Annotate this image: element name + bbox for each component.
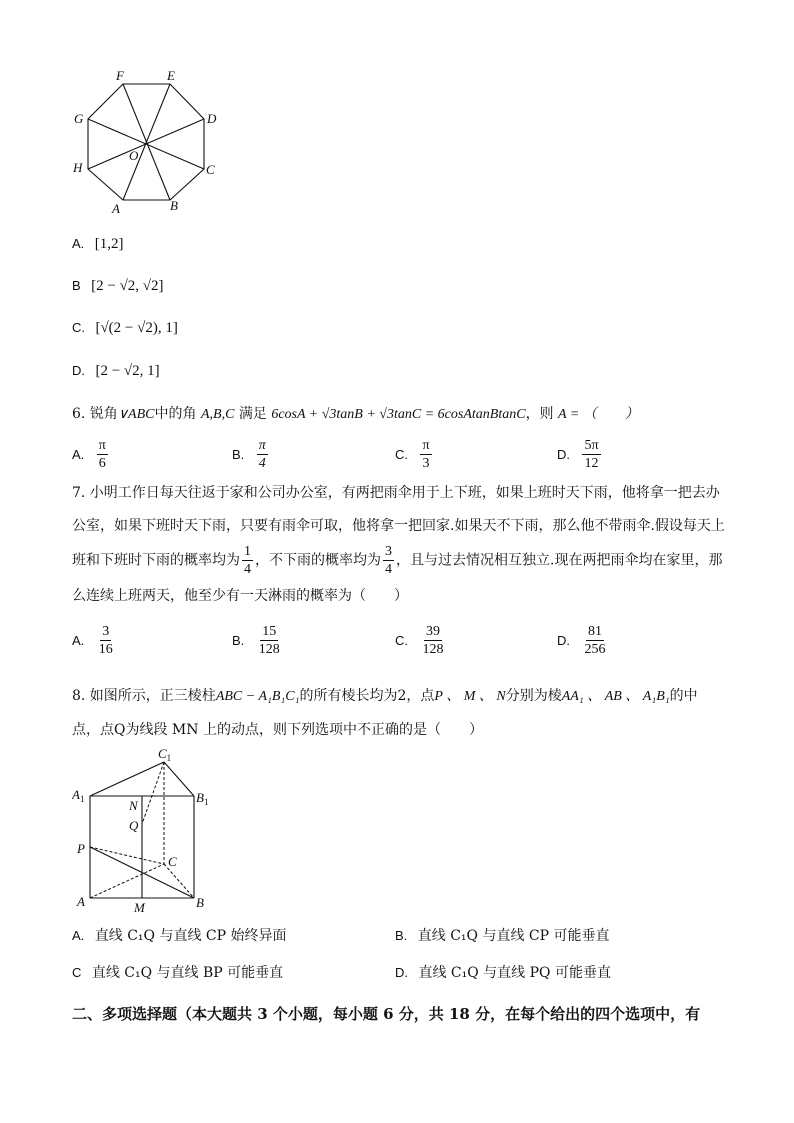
- prism-solid-edges: [90, 762, 194, 898]
- fraction-numerator: π: [258, 438, 266, 453]
- q7-option-a[interactable]: [72, 624, 117, 657]
- label-Q: Q: [129, 818, 139, 833]
- q8-line-1-b: 的所有棱长均为: [299, 688, 398, 704]
- label-P: P: [77, 841, 85, 856]
- label-A: A: [77, 894, 85, 909]
- q7-option-c[interactable]: [395, 624, 447, 657]
- octagon-figure: [70, 66, 230, 216]
- segment-PC: [90, 847, 164, 864]
- edge-CB: [164, 864, 194, 898]
- q7-fraction-1: [242, 544, 253, 577]
- q6-ask: A = （ ）: [558, 407, 639, 422]
- q7-option-d[interactable]: [557, 624, 609, 657]
- q7-fraction-2: [383, 544, 394, 577]
- edge-AC: [90, 864, 164, 898]
- q6-triangle: ∨ABC: [117, 407, 155, 422]
- q7-option-b[interactable]: [232, 624, 284, 657]
- option-text: 直线 C₁Q 与直线 CP 可能垂直: [417, 928, 610, 944]
- option-label: D.: [557, 632, 570, 648]
- option-fraction: [257, 624, 282, 657]
- q6-option-d[interactable]: [557, 438, 603, 471]
- q8-option-a[interactable]: [72, 926, 286, 946]
- option-text: [2 − √2, √2]: [91, 278, 164, 294]
- q7-line-3-c: ，且与过去情况相互独立.现在两把雨伞均在家里，那: [396, 552, 723, 569]
- fraction-numerator: π: [98, 438, 106, 453]
- q6-stem: [72, 404, 639, 425]
- fraction-numerator: 1: [244, 544, 251, 559]
- fraction-denominator: 16: [98, 642, 113, 657]
- q7-line-1: 7. 小明工作日每天往返于家和公司办公室，有两把雨伞用于上下班，如果上班时天下雨，他将拿一把去办: [72, 485, 720, 501]
- label-B1: $B_1$: [196, 790, 209, 807]
- q8-option-c[interactable]: [72, 963, 283, 983]
- fraction-numerator: 5π: [584, 438, 599, 453]
- fraction-denominator: 128: [422, 642, 444, 657]
- q8-line-1-e: 的中: [669, 688, 698, 704]
- option-text: [2 − √2, 1]: [95, 363, 160, 379]
- q6-stem-pre: 锐角: [89, 406, 118, 422]
- option-label: B.: [232, 632, 245, 648]
- option-label: C.: [72, 320, 85, 335]
- label-H: H: [73, 160, 83, 175]
- q6-option-c[interactable]: [395, 438, 434, 471]
- fraction-denominator: 256: [584, 642, 606, 657]
- q8-option-d[interactable]: [395, 963, 611, 983]
- q8-line-1-d: 分别为棱: [505, 688, 562, 704]
- option-label: C.: [395, 632, 408, 648]
- fraction-numerator: 3: [102, 624, 110, 639]
- q8-option-b[interactable]: [395, 926, 609, 946]
- label-E: E: [167, 68, 175, 83]
- q6-number: 6.: [72, 406, 86, 422]
- q8-edge: 2: [397, 688, 407, 704]
- fraction-numerator: π: [422, 438, 430, 453]
- fraction-denominator: 4: [258, 456, 266, 471]
- option-label: B: [72, 278, 81, 293]
- option-text: 直线 C₁Q 与直线 BP 可能垂直: [91, 965, 284, 981]
- option-label: B.: [232, 446, 245, 462]
- label-A: A: [112, 201, 120, 216]
- option-fraction: [420, 438, 431, 471]
- q7-line-3: [72, 544, 722, 577]
- option-label: C: [72, 965, 82, 980]
- label-B: B: [196, 895, 204, 910]
- q8-points: P 、 M 、 N: [434, 689, 506, 704]
- q7-line-3-a: 班和下班时下雨的概率均为: [72, 552, 240, 569]
- label-C1: $C_1$: [158, 746, 172, 763]
- prism-figure: [72, 744, 222, 916]
- segment-C1Q: [142, 762, 164, 824]
- q6-stem-post: ，则: [525, 406, 554, 422]
- label-C: C: [168, 854, 177, 869]
- q8-line-1-a: 8. 如图所示，正三棱柱: [72, 688, 216, 704]
- fraction-denominator: 12: [584, 456, 599, 471]
- label-C: C: [206, 162, 215, 177]
- option-label: A.: [72, 928, 85, 943]
- q5-option-c[interactable]: [72, 320, 178, 337]
- option-label: D.: [72, 363, 85, 378]
- q8-prism: ABC − A₁B₁C₁: [215, 689, 300, 704]
- q6-option-a[interactable]: [72, 438, 110, 471]
- option-fraction: [97, 624, 115, 657]
- label-N: N: [129, 798, 138, 813]
- option-fraction: [257, 438, 268, 471]
- q5-option-d[interactable]: [72, 363, 160, 380]
- label-F: F: [116, 68, 124, 83]
- label-O: O: [129, 148, 139, 163]
- fraction-numerator: 81: [587, 624, 602, 639]
- q5-option-b[interactable]: [72, 278, 164, 295]
- q5-option-a[interactable]: [72, 236, 124, 253]
- option-fraction: [97, 438, 108, 471]
- option-label: D.: [557, 446, 570, 462]
- option-fraction: [582, 624, 607, 657]
- fraction-numerator: 3: [385, 544, 392, 559]
- edge-C1B1: [164, 762, 194, 796]
- option-label: C.: [395, 446, 408, 462]
- label-A1: $A_1$: [72, 787, 85, 804]
- label-G: G: [74, 111, 84, 126]
- q6-option-b[interactable]: [232, 438, 270, 471]
- option-text: 直线 C₁Q 与直线 PQ 可能垂直: [418, 965, 611, 981]
- q6-equation: 6cosA + √3tanB + √3tanC = 6cosAtanBtanC: [271, 407, 526, 422]
- fraction-denominator: 128: [258, 642, 280, 657]
- fraction-denominator: 6: [98, 456, 106, 471]
- q8-line-1-c: ，点: [406, 688, 435, 704]
- q6-stem-cond: 满足: [238, 406, 267, 422]
- option-label: D.: [395, 965, 408, 980]
- label-M: M: [134, 900, 145, 915]
- option-text: [√(2 − √2), 1]: [95, 320, 178, 336]
- fraction-denominator: 3: [422, 456, 430, 471]
- octagon-edges: [88, 84, 204, 200]
- option-label: A.: [72, 236, 85, 251]
- q7-line-2: 公室，如果下班时天下雨，只要有雨伞可取，他将拿一把回家.如果天不下雨，那么他不带雨伞.假设每天上: [72, 518, 725, 534]
- option-fraction: [582, 438, 600, 471]
- option-fraction: [420, 624, 445, 657]
- fraction-numerator: 39: [425, 624, 440, 639]
- q8-line-2: 点，点Q为线段 MN 上的动点，则下列选项中不正确的是（ ）: [72, 722, 483, 738]
- q7-line-3-b: ，不下雨的概率均为: [255, 552, 381, 569]
- q6-angles: A,B,C: [200, 407, 235, 422]
- q8-line-1: [72, 686, 698, 707]
- option-label: A.: [72, 446, 85, 462]
- fraction-denominator: 4: [385, 562, 392, 577]
- option-text: 直线 C₁Q 与直线 CP 始终异面: [94, 928, 287, 944]
- fraction-numerator: 15: [262, 624, 277, 639]
- q8-edges: AA₁ 、 AB 、 A₁B₁: [561, 689, 670, 704]
- section-2-heading: 二、多项选择题（本大题共 3 个小题，每小题 6 分，共 18 分，在每个给出的四个选项中，有: [72, 1005, 701, 1023]
- label-B: B: [170, 198, 178, 213]
- option-text: [1,2]: [94, 236, 124, 252]
- option-label: A.: [72, 632, 85, 648]
- label-D: D: [207, 111, 217, 126]
- option-label: B.: [395, 928, 408, 943]
- q7-line-4: 么连续上班两天，他至少有一天淋雨的概率为（ ）: [72, 588, 408, 604]
- fraction-denominator: 4: [244, 562, 251, 577]
- q6-stem-mid: 中的角: [154, 406, 197, 422]
- edge-A1C1: [90, 762, 164, 796]
